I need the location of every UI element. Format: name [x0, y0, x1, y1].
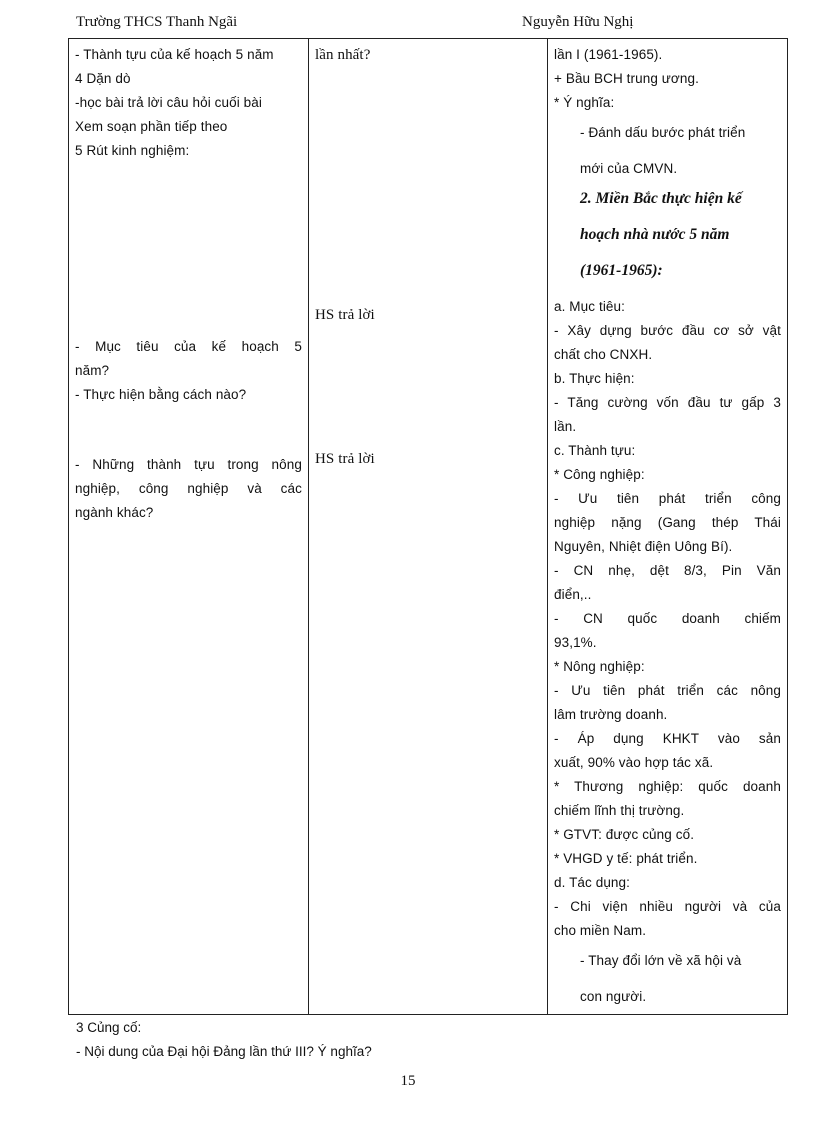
text-line: * Ý nghĩa:	[554, 95, 615, 110]
text-line: - Thay đổi lớn về xã hội và	[580, 953, 742, 968]
text-line: chất cho CNXH.	[554, 347, 653, 362]
text-line: * Công nghiệp:	[554, 467, 645, 482]
text-line: * Thương nghiệp: quốc doanh	[554, 779, 781, 794]
text-line: HS trả lời	[315, 451, 375, 467]
text-line: - CN quốc doanh chiếm	[554, 611, 781, 626]
content-top	[554, 43, 781, 115]
text-line: HS trả lời	[315, 307, 375, 323]
text-line: - Xây dựng bước đầu cơ sở vật	[554, 323, 781, 338]
text-line: * VHGD y tế: phát triển.	[554, 851, 698, 866]
text-line: Nguyên, Nhiệt điện Uông Bí).	[554, 539, 733, 554]
student-block-1	[315, 43, 541, 67]
text-line: mới của CMVN.	[580, 161, 678, 176]
text-line: - Thành tựu của kế hoạch 5 năm	[75, 47, 274, 62]
student-answer-2	[315, 447, 541, 471]
text-line: - Ưu tiên phát triển các nông	[554, 683, 781, 698]
text-line: nghiệp, công nghiệp và các	[75, 481, 302, 496]
heading-line: (1961-1965):	[580, 262, 663, 279]
teacher-name: Nguyễn Hữu Nghị	[522, 14, 634, 30]
text-line: chiếm lĩnh thị trường.	[554, 803, 685, 818]
text-line: - Thực hiện bằng cách nào?	[75, 387, 247, 402]
teacher-activity-column	[69, 39, 309, 1015]
text-line: nghiệp nặng (Gang thép Thái	[554, 515, 781, 530]
school-name: Trường THCS Thanh Ngãi	[76, 14, 238, 30]
text-line: - CN nhẹ, dệt 8/3, Pin Văn	[554, 563, 781, 578]
text-line: lần I (1961-1965).	[554, 47, 663, 62]
text-line: 5 Rút kinh nghiệm:	[75, 143, 190, 158]
page-number: 15	[400, 1073, 416, 1089]
text-line: điển,..	[554, 587, 592, 602]
text-line: d. Tác dụng:	[554, 875, 631, 890]
text-line: Xem soạn phần tiếp theo	[75, 119, 228, 134]
consolidation-title: 3 Củng cố:	[76, 1020, 142, 1035]
text-line: - Đánh dấu bước phát triển	[580, 125, 746, 140]
content-body	[554, 295, 781, 943]
text-line: * GTVT: được củng cố.	[554, 827, 695, 842]
content-meaning	[554, 115, 781, 187]
text-line: c. Thành tựu:	[554, 443, 636, 458]
text-line: - Chi viện nhiều người và của	[554, 899, 781, 914]
text-line: xuất, 90% vào hợp tác xã.	[554, 755, 714, 770]
text-line: cho miền Nam.	[554, 923, 647, 938]
student-activity-column	[309, 39, 548, 1015]
content-end	[554, 943, 781, 1015]
content-column	[548, 39, 788, 1015]
text-line: con người.	[580, 989, 647, 1004]
text-line: năm?	[75, 363, 110, 378]
activity-block-1	[75, 43, 302, 163]
text-line: - Ưu tiên phát triển công	[554, 491, 781, 506]
text-line: lần.	[554, 419, 577, 434]
text-line: ngành khác?	[75, 505, 154, 520]
text-line: - Mục tiêu của kế hoạch 5	[75, 339, 302, 354]
text-line: - Những thành tựu trong nông	[75, 457, 302, 472]
text-line: b. Thực hiện:	[554, 371, 635, 386]
activity-block-2	[75, 335, 302, 407]
activity-block-3	[75, 453, 302, 525]
text-line: lâm trường doanh.	[554, 707, 668, 722]
heading-line: hoạch nhà nước 5 năm	[580, 226, 730, 243]
text-line: - Áp dụng KHKT vào sản	[554, 731, 781, 746]
heading-line: 2. Miền Bắc thực hiện kế	[580, 190, 742, 207]
text-line: -học bài trả lời câu hỏi cuối bài	[75, 95, 262, 110]
lesson-table	[68, 38, 788, 1015]
text-line: lần nhất?	[315, 47, 371, 63]
section-heading	[554, 181, 781, 289]
consolidation-question: - Nội dung của Đại hội Đảng lần thứ III? Ý nghĩa?	[76, 1044, 372, 1059]
text-line: * Nông nghiệp:	[554, 659, 645, 674]
text-line: 4 Dặn dò	[75, 71, 131, 86]
text-line: - Tăng cường vốn đầu tư gấp 3	[554, 395, 781, 410]
text-line: + Bầu BCH trung ương.	[554, 71, 699, 86]
text-line: a. Mục tiêu:	[554, 299, 625, 314]
student-answer-1	[315, 303, 541, 327]
text-line: 93,1%.	[554, 635, 597, 650]
